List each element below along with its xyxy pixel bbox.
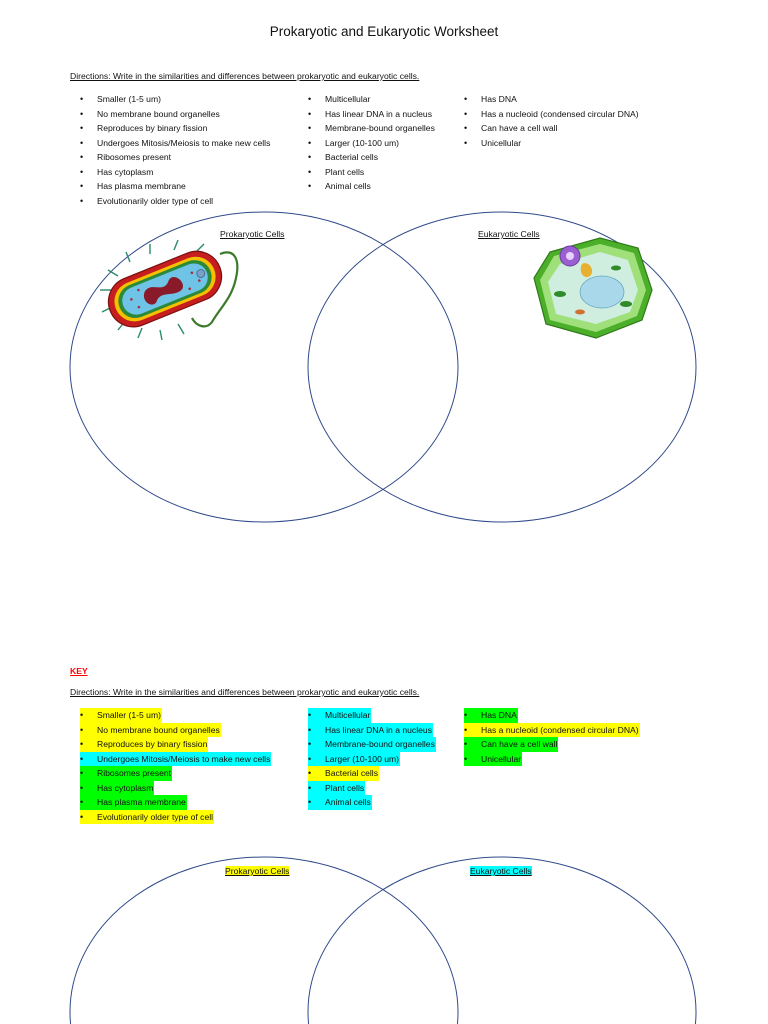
list-item: • Evolutionarily older type of cell — [80, 810, 214, 825]
directions-text: Directions: Write in the similarities and differences between prokaryotic and eukaryotic cells. — [70, 71, 420, 81]
list-item: • Has a nucleoid (condensed circular DNA) — [464, 723, 640, 738]
list-item: • Membrane-bound organelles — [308, 123, 435, 133]
list-item: • Has linear DNA in a nucleus — [308, 723, 433, 738]
venn-circle-eukaryotic — [308, 857, 696, 1024]
list-item: • Unicellular — [464, 137, 522, 148]
list-item: • Multicellular — [308, 708, 371, 723]
key-venn-label-prokaryotic: Prokaryotic Cells — [225, 866, 290, 876]
list-item: • Membrane-bound organelles — [308, 737, 436, 752]
list-item: • Animal cells — [308, 181, 371, 191]
list-item: • Larger (10-100 um) — [308, 137, 400, 148]
list-item: • Smaller (1-5 um) — [80, 708, 162, 723]
list-item: • Ribosomes present — [80, 152, 172, 162]
list-item: • Unicellular — [464, 752, 522, 767]
list-item: • Plant cells — [308, 781, 365, 796]
venn-label-eukaryotic: Eukaryotic Cells — [478, 229, 540, 239]
list-item: • Reproduces by binary fission — [80, 737, 208, 752]
venn-circle-prokaryotic — [70, 857, 458, 1024]
list-item: • Evolutionarily older type of cell — [80, 195, 214, 206]
list-item: • Has plasma membrane — [80, 181, 186, 191]
list-item: • Bacterial cells — [308, 766, 379, 781]
list-item: • Multicellular — [308, 94, 371, 104]
list-item: • Plant cells — [308, 166, 365, 177]
list-item: • Has plasma membrane — [80, 795, 187, 810]
key-heading: KEY — [70, 666, 88, 676]
list-item: • Can have a cell wall — [464, 123, 558, 133]
list-item: • Smaller (1-5 um) — [80, 94, 161, 104]
list-item: • Has a nucleoid (condensed circular DNA) — [464, 108, 639, 119]
list-item: • Ribosomes present — [80, 766, 172, 781]
list-item: • Can have a cell wall — [464, 737, 558, 752]
list-item: • Has linear DNA in a nucleus — [308, 108, 432, 119]
page-title: Prokaryotic and Eukaryotic Worksheet — [269, 24, 499, 39]
list-item: • Undergoes Mitosis/Meiosis to make new cells — [80, 137, 271, 148]
list-item: • Bacterial cells — [308, 152, 379, 162]
list-item: • No membrane bound organelles — [80, 108, 220, 119]
list-item: • Has DNA — [464, 708, 518, 723]
list-item: • Larger (10-100 um) — [308, 752, 400, 767]
list-item: • Undergoes Mitosis/Meiosis to make new cells — [80, 752, 271, 767]
list-item: • Has cytoplasm — [80, 781, 154, 796]
venn-label-prokaryotic: Prokaryotic Cells — [220, 229, 285, 239]
list-item: • Reproduces by binary fission — [80, 123, 208, 133]
key-directions-text: Directions: Write in the similarities and differences between prokaryotic and eukaryotic cells. — [70, 687, 420, 697]
key-venn-label-eukaryotic: Eukaryotic Cells — [470, 866, 532, 876]
list-item: • Animal cells — [308, 795, 372, 810]
list-item: • Has DNA — [464, 94, 517, 104]
list-item: • Has cytoplasm — [80, 166, 154, 177]
list-item: • No membrane bound organelles — [80, 723, 221, 738]
